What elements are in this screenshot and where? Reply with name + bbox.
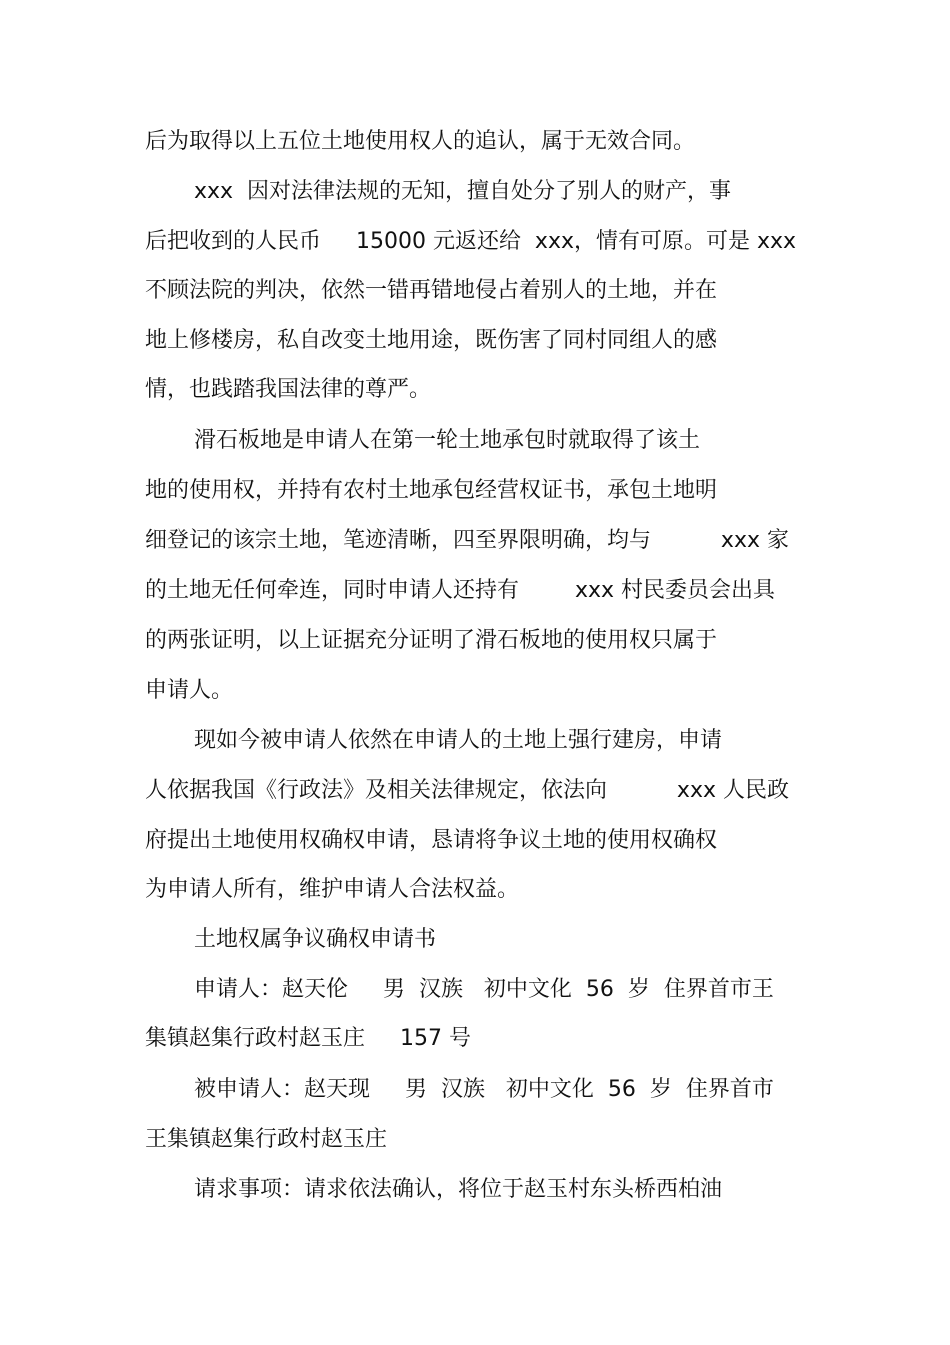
text-line: 的两张证明，以上证据充分证明了滑石板地的使用权只属于: [145, 628, 718, 653]
text-line: 为申请人所有，维护申请人合法权益。: [145, 877, 520, 902]
applicant-address: 集镇赵集行政村赵玉庄 157 号: [145, 1026, 471, 1051]
respondent-address: 王集镇赵集行政村赵玉庄: [145, 1127, 388, 1152]
text-line: 细登记的该宗土地，笔迹清晰，四至界限明确，均与 xxx 家: [145, 528, 789, 553]
text-line: 后把收到的人民币 15000 元返还给 xxx，情有可原。可是 xxx: [145, 229, 797, 254]
text-line: 的土地无任何牵连，同时申请人还持有 xxx 村民委员会出具: [145, 578, 775, 603]
request-items: 请求事项：请求依法确认，将位于赵玉村东头桥西柏油: [194, 1177, 723, 1202]
text-line: 地的使用权，并持有农村土地承包经营权证书，承包土地明: [145, 478, 718, 503]
text-line: 后为取得以上五位土地使用权人的追认，属于无效合同。: [145, 129, 696, 154]
text-line: 情，也践踏我国法律的尊严。: [145, 377, 432, 402]
text-line: 地上修楼房，私自改变土地用途，既伤害了同村同组人的感: [145, 328, 718, 353]
paragraph-start: xxx 因对法律法规的无知，擅自处分了别人的财产，事: [194, 179, 732, 204]
text-line: 申请人。: [145, 678, 234, 703]
paragraph-start: 现如今被申请人依然在申请人的土地上强行建房，申请: [194, 728, 723, 753]
text-line: 不顾法院的判决，依然一错再错地侵占着别人的土地，并在: [145, 278, 718, 303]
text-line: 人依据我国《行政法》及相关法律规定，依法向 xxx 人民政: [145, 778, 789, 803]
applicant-line: 申请人：赵天伦 男 汉族 初中文化 56 岁 住界首市王: [194, 977, 774, 1002]
document-title: 土地权属争议确权申请书: [194, 927, 437, 952]
text-line: 府提出土地使用权确权申请，恳请将争议土地的使用权确权: [145, 828, 718, 853]
paragraph-start: 滑石板地是申请人在第一轮土地承包时就取得了该土: [194, 428, 701, 453]
respondent-line: 被申请人：赵天现 男 汉族 初中文化 56 岁 住界首市: [194, 1077, 774, 1102]
